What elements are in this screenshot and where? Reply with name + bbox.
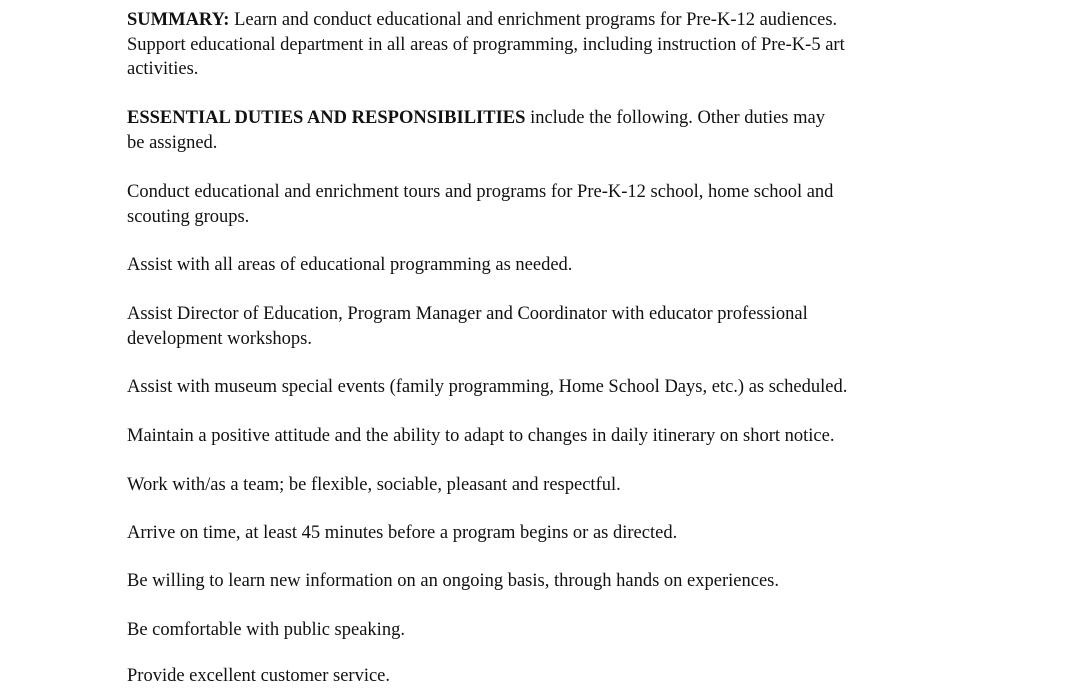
- duty-line: Work with/as a team; be flexible, sociable, pleasant and respectful.: [127, 475, 621, 495]
- duty-line: Provide excellent customer service.: [127, 666, 391, 686]
- duty-line: development workshops.: [127, 328, 312, 349]
- duty-paragraph: [127, 180, 962, 229]
- duty-paragraph: [127, 302, 962, 351]
- essential-line-2: be assigned.: [127, 132, 218, 153]
- duty-line: scouting groups.: [127, 206, 250, 227]
- duty-paragraph-partial: [127, 664, 962, 689]
- summary-text: Learn and conduct educational and enrichment programs for Pre-K-12 audiences.: [229, 10, 838, 30]
- summary-line-1: [127, 8, 962, 33]
- duty-line: Assist with museum special events (family programming, Home School Days, etc.) as scheduled.: [127, 377, 848, 397]
- duty-paragraph: [127, 521, 962, 546]
- essential-text: include the following. Other duties may: [525, 108, 825, 128]
- duty-paragraph: [127, 375, 962, 400]
- duty-line: Be comfortable with public speaking.: [127, 620, 405, 640]
- duty-line: Maintain a positive attitude and the ability to adapt to changes in daily itinerary on short notice.: [127, 426, 835, 446]
- duty-paragraph: [127, 569, 962, 594]
- summary-heading: SUMMARY:: [127, 10, 230, 30]
- essential-line-1: [127, 106, 962, 131]
- essential-duties-paragraph: [127, 106, 962, 155]
- duty-line: Conduct educational and enrichment tours and programs for Pre-K-12 school, home school and: [127, 182, 834, 202]
- duty-paragraph: [127, 424, 962, 449]
- duty-line: Arrive on time, at least 45 minutes before a program begins or as directed.: [127, 523, 678, 543]
- duty-paragraph: [127, 253, 962, 278]
- essential-duties-heading: ESSENTIAL DUTIES AND RESPONSIBILITIES: [127, 108, 526, 128]
- summary-line-3: activities.: [127, 59, 199, 79]
- summary-paragraph: [127, 8, 962, 82]
- duty-line: Assist with all areas of educational programming as needed.: [127, 255, 573, 275]
- duty-paragraph: [127, 618, 962, 643]
- duty-paragraph: [127, 473, 962, 498]
- summary-line-2: Support educational department in all areas of programming, including instruction of Pre-K-5 art: [127, 34, 845, 55]
- duty-line: Assist Director of Education, Program Manager and Coordinator with educator professional: [127, 304, 808, 324]
- duty-line: Be willing to learn new information on an ongoing basis, through hands on experiences.: [127, 571, 779, 591]
